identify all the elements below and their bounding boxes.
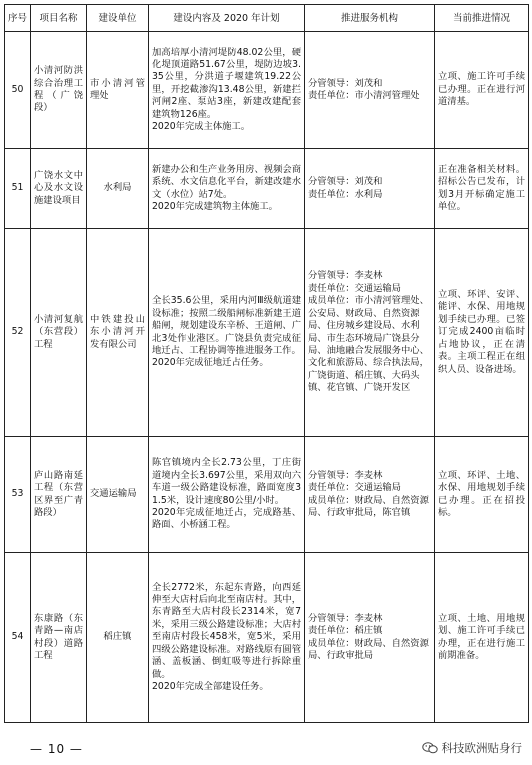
table-row xyxy=(5,149,529,229)
row-content: 全长35.6公里，采用内河Ⅲ级航道建设标准；按照二级船闸标准新建王道船闸，规划建设东辛桥、王道闸、广北3处作业港区。广饶县负责完成征地迁占、工程协调等推进服务工作。 2020年完成征地迁占任务。 xyxy=(149,229,305,437)
header-progress: 当前推进情况 xyxy=(435,5,529,32)
row-name: 庐山路南延工程（东营区界至广青路段） xyxy=(31,437,87,553)
row-unit: 市小清河管理处 xyxy=(87,32,149,149)
row-unit: 交通运输局 xyxy=(87,437,149,553)
header-content: 建设内容及 2020 年计划 xyxy=(149,5,305,32)
row-content: 陈官镇境内全长2.73公里，丁庄街道境内全长3.697公里，采用双向六车道一级公路建设标准，路面宽度31.5米，设计速度80公里/小时。 2020年完成征地迁占，完成路基、路面、小桥涵工程。 xyxy=(149,437,305,553)
row-unit: 稻庄镇 xyxy=(87,553,149,723)
row-no: 53 xyxy=(5,437,31,553)
row-progress: 立项、土地、用地规划、施工许可手续已办理，正在进行施工前期准备。 xyxy=(435,553,529,723)
row-agency: 分管领导：刘茂和 责任单位：水利局 xyxy=(305,149,435,229)
row-agency: 分管领导：刘茂和 责任单位：市小清河管理处 xyxy=(305,32,435,149)
row-unit: 水利局 xyxy=(87,149,149,229)
row-no: 54 xyxy=(5,553,31,723)
table-row xyxy=(5,32,529,149)
row-no: 50 xyxy=(5,32,31,149)
row-agency: 分管领导：李麦林 责任单位：交通运输局 成员单位：市小清河管理处、公安局、财政局、自然资源局、住房城乡建设局、水利局、市生态环境局广饶县分局、油地融合发展服务中心、文化和旅游局、综合执法局，广饶街道、稻庄镇、大码头镇、花官镇、广饶开发区 xyxy=(305,229,435,437)
page-number: — 10 — xyxy=(30,742,83,756)
row-content: 加高培厚小清河堤防48.02公里，硬化堤顶道路51.67公里，堤防边坡3.35公里，分洪道子堰建筑19.22公里，开挖截渗沟13.48公里，新建拦河闸2座、泵站3座，新建改建配套建筑物126座。 2020年完成主体施工。 xyxy=(149,32,305,149)
row-agency: 分管领导：李麦林 责任单位：稻庄镇 成员单位：财政局、自然资源局、行政审批局 xyxy=(305,553,435,723)
row-progress: 立项、环评、土地、水保、用地规划手续已办理。正在招投标。 xyxy=(435,437,529,553)
watermark xyxy=(422,740,523,756)
row-agency: 分管领导：李麦林 责任单位：交通运输局 成员单位：财政局、自然资源局、行政审批局，陈官镇 xyxy=(305,437,435,553)
table-row xyxy=(5,553,529,723)
row-progress: 立项、施工许可手续已办理。正在进行河道清基。 xyxy=(435,32,529,149)
row-progress: 立项、环评、安评、能评、水保、用地规划手续已办理。已签订完成2400亩临时占地协议，正在清表。主项工程正在组织人员、设备进场。 xyxy=(435,229,529,437)
row-content: 新建办公和生产业务用房、视频会商系统、水文信息化平台，新建改建水文（水位）站7处。 2020年完成建筑物主体施工。 xyxy=(149,149,305,229)
header-row xyxy=(5,5,529,32)
table-row xyxy=(5,437,529,553)
page-footer xyxy=(0,738,532,765)
header-name: 项目名称 xyxy=(31,5,87,32)
row-no: 52 xyxy=(5,229,31,437)
row-progress: 正在准备相关材料。招标公告已发布，计划3月开标确定施工单位。 xyxy=(435,149,529,229)
header-unit: 建设单位 xyxy=(87,5,149,32)
row-no: 51 xyxy=(5,149,31,229)
table-row xyxy=(5,229,529,437)
row-name: 东康路（东青路—南店村段）道路工程 xyxy=(31,553,87,723)
row-unit: 中铁建投山东小清河开发有限公司 xyxy=(87,229,149,437)
project-table xyxy=(4,4,529,723)
watermark-text: 科技欧洲贴身行 xyxy=(441,741,522,755)
row-name: 小清河复航（东营段）工程 xyxy=(31,229,87,437)
row-content: 全长2772米，东起东青路，向西延伸至大店村后向北至南店村。其中，东青路至大店村段长2314米，宽7米，采用三级公路建设标准；大店村至南店村段长458米，宽5米，采用四级公路建设标准。对路线原有圆管涵、盖板涵、倒虹吸等进行拆除重做。 2020年完成全部建设任务。 xyxy=(149,553,305,723)
row-name: 小清河防洪综合治理工程（广饶段） xyxy=(31,32,87,149)
header-no: 序号 xyxy=(5,5,31,32)
row-name: 广饶水文中心及水文设施建设项目 xyxy=(31,149,87,229)
header-agency: 推进服务机构 xyxy=(305,5,435,32)
wechat-icon xyxy=(422,742,438,754)
